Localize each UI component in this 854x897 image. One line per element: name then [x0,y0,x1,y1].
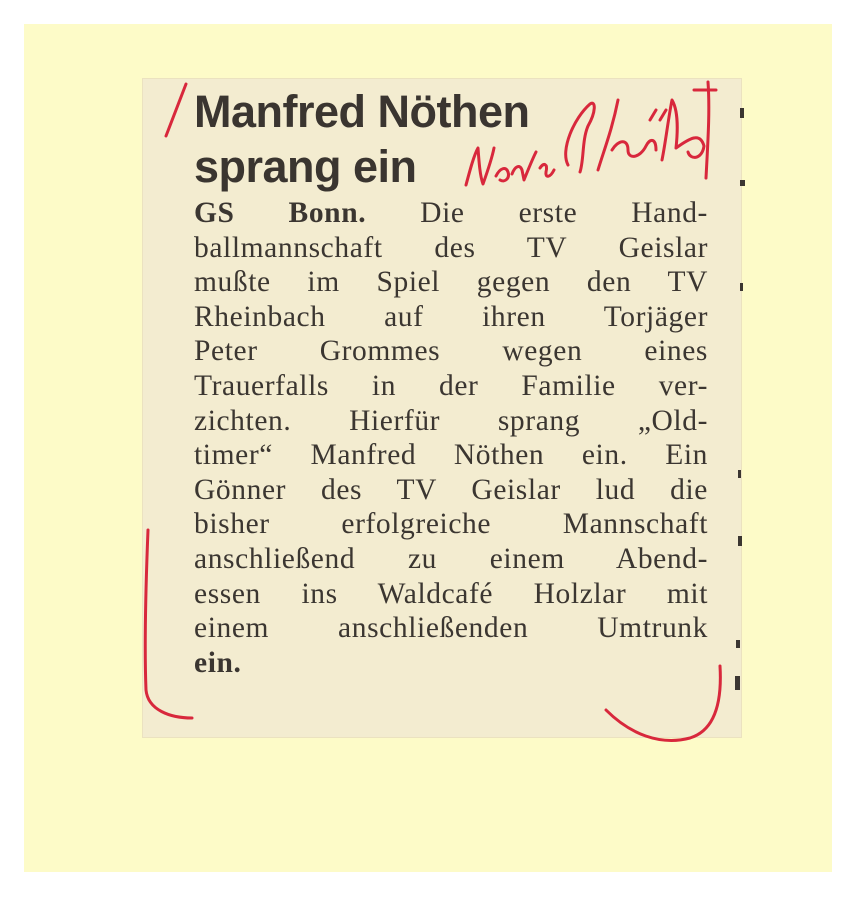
article-line: anschließend zu einem Abend- [194,542,708,575]
dateline: GS Bonn. [194,197,367,229]
headline-line-2: sprang ein [194,141,417,192]
article-line: essen ins Waldcafé Holzlar mit [194,577,708,610]
handwritten-signature [466,82,716,185]
article-line: GS Bonn. Die erste Hand- [194,197,708,229]
article-line: ein. [194,646,242,679]
red-slash-mark [166,84,186,136]
red-left-bracket [145,530,192,718]
article-line: ballmannschaft des TV Geislar [194,231,708,264]
article-line: Rheinbach auf ihren Torjäger [194,300,708,333]
article-line: Gönner des TV Geislar lud die [194,473,708,506]
article-line: timer“ Manfred Nöthen ein. Ein [194,439,708,472]
article-line: einem anschließenden Umtrunk [194,612,708,645]
article-line: Peter Grommes wegen eines [194,335,708,368]
headline-line-1: Manfred Nöthen [194,86,530,137]
article-line: zichten. Hierfür sprang „Old- [194,404,708,437]
article-line: Trauerfalls in der Familie ver- [194,369,708,402]
article-line: bisher erfolgreiche Mannschaft [194,508,708,541]
red-right-bracket [606,666,720,740]
adjacent-text-fragments [735,108,745,690]
article-line: mußte im Spiel gegen den TV [194,266,708,299]
